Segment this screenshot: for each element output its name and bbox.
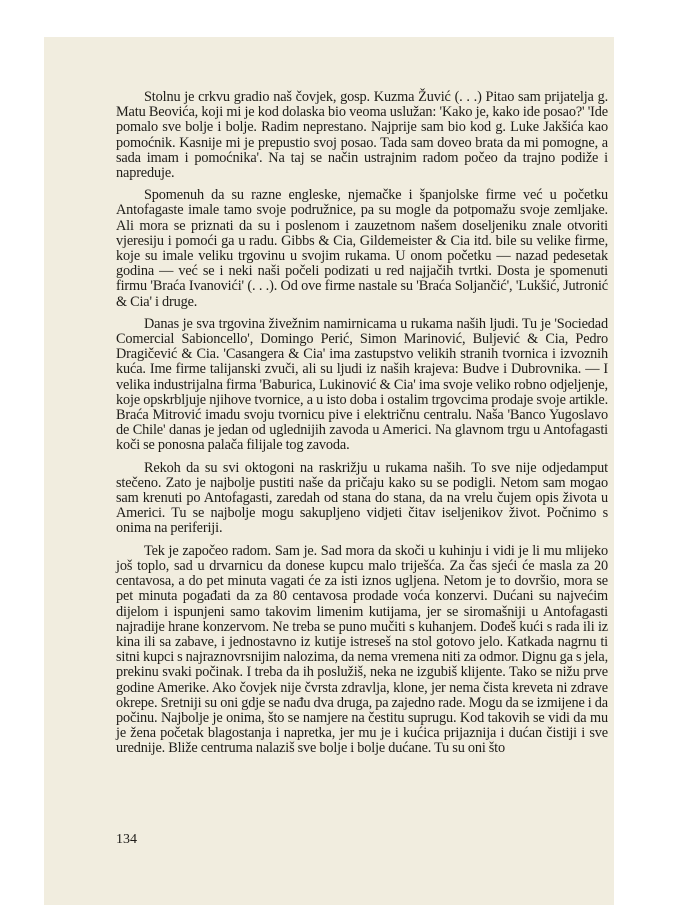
paragraph-3: Danas je sva trgovina živežnim namirnicama u rukama naših ljudi. Tu je 'Sociedad Comercial Sabioncello', Domingo Perić, Simon Marinović, Buljević & Cia, Pedro Dragičević & Cia. 'Casangera & Cia' ima zastupstvo velikih stranih tvornica i izvoznih kuća. Ime firme talijanski zvuči, ali su ljudi iz naših krajeva: Budve i Dubrovnika. — I velika industrijalna firma 'Baburica, Lukinović & Cia' ima svoje veliko robno odjeljenje, koje opskrbljuje njihove tvornice, a u isto doba i ostalim trgovcima prodaje svoje artikle. Braća Mitrović imadu svoju tvornicu pive i električnu centralu. Naša 'Banco Yugoslavo de Chile' danas je jedan od uglednijih zavoda u Americi. Na glavnom trgu u Antofagasti koči se ponosna palača filijale tog zavoda. [116, 315, 608, 454]
page-number: 134 [116, 832, 137, 847]
paragraph-1: Stolnu je crkvu gradio naš čovjek, gosp. Kuzma Žuvić (. . .) Pitao sam prijatelja g. Matu Beovića, koji mi je kod dolaska bio veoma uslužan: 'Kako je, kako ide posao?' 'Ide pomalo sve bolje i bolje. Radim neprestano. Najprije sam bio kod g. Luke Jakšića kao pomoćnik. Kasnije mi je prepustio svoj posao. Tada sam doveo brata da mi pomogne, a sada imam i pomoćnika'. Na taj se način ustrajnim radom počeo da trajno podiže i napreduje. [116, 89, 608, 182]
paragraph-5: Tek je započeo radom. Sam je. Sad mora da skoči u kuhinju i vidi je li mu mlijeko još toplo, sad u drvarnicu da donese kupcu malo triješća. Za čas sjeći će masla za 20 centavosa, a do pet minuta vagati će za isti iznos ugljena. Netom je to dovršio, mora se pet minuta pogađati da za 80 centavosa prodade voća konzervi. Dućani su najvećim dijelom i ispunjeni samo takovim limenim kutijama, jer se siromašniji u Antofagasti najradije hrane konzervom. Ne treba se puno mučiti s kuhanjem. Dođeš kući s rada ili iz kina ili sa zabave, i jednostavno iz kutije istreseš na stol gotovo jelo. Katkada nagrnu ti sitni kupci s najraznovrsnijim nalozima, da nema vremena niti za odmor. Dignu ga s jela, prekinu svaki počinak. I treba da ih poslužiš, neka ne izgubiš klijente. Tako se nižu prve godine Amerike. Ako čovjek nije čvrsta zdravlja, klone, jer nema čista kreveta ni zdrave okrepe. Sretniji su oni gdje se nađu dva druga, pa zajedno rade. Mogu da se izmijene i da počinu. Najbolje je onima, što se namjere na čestitu suprugu. Kod takovih se vidi da mu je žena početak blagostanja i napretka, jer mu je i kućica prijaznija i dućan čistiji i sve urednije. Bliže centruma nalaziš sve bolje i bolje dućane. Tu su oni što [116, 542, 608, 757]
paragraph-4: Rekoh da su svi oktogoni na raskrižju u rukama naših. To sve nije odjedamput stečeno. Zato je najbolje pustiti naše da pričaju kako su se podigli. Netom sam mogao sam krenuti po Antofagasti, zaredah od stana do stana, da na vrelu čujem opis života u Americi. Tu se najbolje mogu sakupljeno vidjeti čitav iseljenikov život. Počnimo s onima na periferiji. [116, 459, 608, 537]
body-text [116, 90, 608, 764]
book-page [44, 37, 614, 905]
paragraph-2: Spomenuh da su razne engleske, njemačke i španjolske firme već u početku Antofagaste imale tamo svoje podružnice, pa su mogle da potpomažu svoje zemljake. Ali mora se priznati da su i poslenom i zauzetnom našem doseljeniku znale otvoriti vjeresiju i pomoći ga u radu. Gibbs & Cia, Gildemeister & Cia itd. bile su velike firme, koje su imale veliku trgovinu u svojim rukama. U onom početku — nazad pedesetak godina — već se i neki naši počeli podizati u red najjačih tvrtki. Dosta je spomenuti firmu 'Braća Ivanovići' (. . .). Od ove firme nastale su 'Braća Soljančić', 'Lukšić, Jutronić & Cia' i druge. [116, 187, 608, 310]
